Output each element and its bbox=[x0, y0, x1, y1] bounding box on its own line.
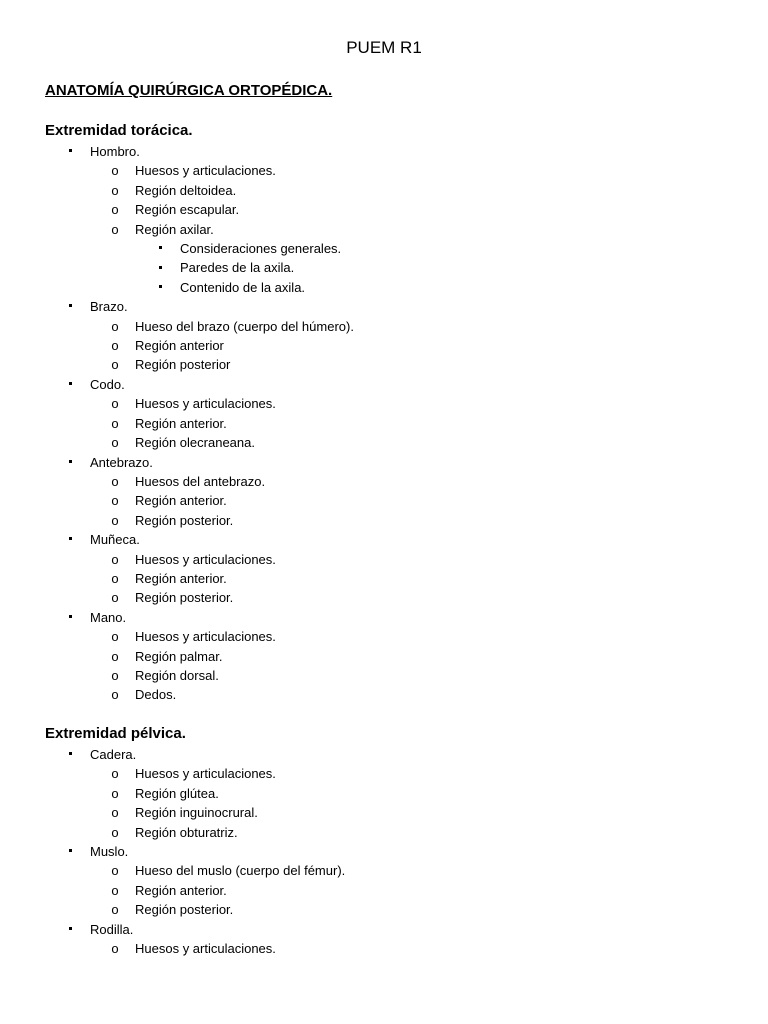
document-title: PUEM R1 bbox=[346, 38, 422, 57]
list-item-level-2 bbox=[45, 588, 745, 607]
list-item-text: Región obturatriz. bbox=[135, 824, 238, 840]
circle-bullet-icon: o bbox=[111, 396, 119, 412]
square-bullet-shape bbox=[69, 537, 72, 540]
list-item-level-2 bbox=[45, 647, 745, 666]
square-bullet-shape bbox=[69, 927, 72, 930]
list-item-level-2 bbox=[45, 881, 745, 900]
circle-bullet-icon: o bbox=[111, 493, 119, 509]
square-bullet-shape bbox=[69, 304, 72, 307]
list-item-level-2 bbox=[45, 550, 745, 569]
list-item-text: Región posterior. bbox=[135, 512, 234, 528]
list-item-level-2 bbox=[45, 433, 745, 452]
list-item-level-2 bbox=[45, 472, 745, 491]
list-item-level-1 bbox=[45, 920, 745, 939]
square-bullet-icon bbox=[64, 842, 76, 861]
square-bullet-icon bbox=[64, 142, 76, 161]
outline-list bbox=[45, 745, 745, 958]
list-item-text: Región glútea. bbox=[135, 785, 219, 801]
square-bullet-icon bbox=[64, 530, 76, 549]
circle-bullet-icon: o bbox=[111, 902, 119, 918]
section-heading: Extremidad torácica. bbox=[45, 122, 193, 139]
list-item-level-2 bbox=[45, 569, 745, 588]
list-item-level-2 bbox=[45, 685, 745, 704]
circle-bullet-icon: o bbox=[111, 512, 119, 528]
square-bullet-shape bbox=[159, 285, 162, 288]
section-heading: Extremidad pélvica. bbox=[45, 725, 186, 742]
list-item-text: Mano. bbox=[90, 609, 127, 625]
list-item-text: Contenido de la axila. bbox=[180, 279, 306, 295]
square-bullet-icon bbox=[154, 278, 166, 297]
list-item-level-2 bbox=[45, 355, 745, 374]
circle-bullet-icon: o bbox=[111, 338, 119, 354]
square-bullet-shape bbox=[69, 460, 72, 463]
square-bullet-icon bbox=[64, 453, 76, 472]
list-item-text: Codo. bbox=[90, 376, 125, 392]
square-bullet-icon bbox=[154, 239, 166, 258]
circle-bullet-icon: o bbox=[111, 182, 119, 198]
square-bullet-shape bbox=[69, 752, 72, 755]
square-bullet-icon bbox=[64, 375, 76, 394]
list-item-level-2 bbox=[45, 336, 745, 355]
list-item-level-1 bbox=[45, 297, 745, 316]
list-item-text: Huesos del antebrazo. bbox=[135, 473, 266, 489]
outline-list bbox=[45, 142, 745, 705]
list-item-text: Región anterior. bbox=[135, 570, 227, 586]
list-item-text: Cadera. bbox=[90, 747, 137, 762]
list-item-text: Región inguinocrural. bbox=[135, 805, 258, 821]
list-item-text: Muñeca. bbox=[90, 532, 140, 548]
square-bullet-icon bbox=[64, 745, 76, 764]
list-item-level-1 bbox=[45, 142, 745, 161]
list-item-level-2 bbox=[45, 181, 745, 200]
circle-bullet-icon: o bbox=[111, 667, 119, 683]
circle-bullet-icon: o bbox=[111, 629, 119, 645]
list-item-text: Huesos y articulaciones. bbox=[135, 396, 276, 412]
list-item-level-1 bbox=[45, 375, 745, 394]
list-item-level-1 bbox=[45, 608, 745, 627]
list-item-text: Hueso del brazo (cuerpo del húmero). bbox=[135, 318, 354, 334]
square-bullet-shape bbox=[69, 849, 72, 852]
circle-bullet-icon: o bbox=[111, 163, 119, 179]
list-item-level-2 bbox=[45, 161, 745, 180]
list-item-text: Región deltoidea. bbox=[135, 182, 237, 198]
list-item-text: Región anterior. bbox=[135, 493, 227, 509]
list-item-level-2 bbox=[45, 491, 745, 510]
list-item-text: Región dorsal. bbox=[135, 667, 219, 683]
list-item-text: Región escapular. bbox=[135, 202, 240, 218]
circle-bullet-icon: o bbox=[111, 941, 119, 957]
list-item-text: Región posterior. bbox=[135, 902, 234, 918]
circle-bullet-icon: o bbox=[111, 221, 119, 237]
list-item-text: Región olecraneana. bbox=[135, 435, 255, 451]
list-item-level-1 bbox=[45, 842, 745, 861]
list-item-text: Región anterior. bbox=[135, 415, 227, 431]
list-item-level-2 bbox=[45, 317, 745, 336]
circle-bullet-icon: o bbox=[111, 590, 119, 606]
circle-bullet-icon: o bbox=[111, 570, 119, 586]
circle-bullet-icon: o bbox=[111, 648, 119, 664]
list-item-text: Región posterior bbox=[135, 357, 231, 373]
list-item-level-2 bbox=[45, 511, 745, 530]
square-bullet-icon bbox=[64, 608, 76, 627]
list-item-text: Dedos. bbox=[135, 687, 177, 703]
circle-bullet-icon: o bbox=[111, 318, 119, 334]
circle-bullet-icon: o bbox=[111, 805, 119, 821]
list-item-level-2 bbox=[45, 414, 745, 433]
circle-bullet-icon: o bbox=[111, 435, 119, 451]
list-item-level-2 bbox=[45, 627, 745, 646]
circle-bullet-icon: o bbox=[111, 473, 119, 489]
list-item-text: Hueso del muslo (cuerpo del fémur). bbox=[135, 863, 346, 879]
list-item-level-2 bbox=[45, 666, 745, 685]
list-item-text: Huesos y articulaciones. bbox=[135, 551, 276, 567]
list-item-text: Región anterior. bbox=[135, 882, 227, 898]
square-bullet-icon bbox=[64, 297, 76, 316]
list-item-text: Huesos y articulaciones. bbox=[135, 766, 276, 782]
square-bullet-shape bbox=[159, 246, 162, 249]
list-item-level-2 bbox=[45, 939, 745, 958]
list-item-text: Consideraciones generales. bbox=[180, 241, 342, 257]
list-item-level-2 bbox=[45, 200, 745, 219]
list-item-level-2 bbox=[45, 394, 745, 413]
list-item-level-1 bbox=[45, 530, 745, 549]
list-item-level-1 bbox=[45, 745, 745, 764]
list-item-text: Antebrazo. bbox=[90, 454, 153, 470]
circle-bullet-icon: o bbox=[111, 357, 119, 373]
list-item-level-2 bbox=[45, 823, 745, 842]
circle-bullet-icon: o bbox=[111, 415, 119, 431]
circle-bullet-icon: o bbox=[111, 824, 119, 840]
list-item-level-2 bbox=[45, 900, 745, 919]
square-bullet-shape bbox=[159, 266, 162, 269]
square-bullet-shape bbox=[69, 615, 72, 618]
section-toracica bbox=[45, 120, 745, 705]
list-item-text: Región palmar. bbox=[135, 648, 223, 664]
list-item-text: Región anterior bbox=[135, 338, 224, 354]
square-bullet-icon bbox=[154, 258, 166, 277]
list-item-level-2 bbox=[45, 764, 745, 783]
circle-bullet-icon: o bbox=[111, 202, 119, 218]
list-item-level-3 bbox=[45, 258, 745, 277]
list-item-level-2 bbox=[45, 803, 745, 822]
list-item-text: Brazo. bbox=[90, 299, 128, 315]
list-item-text: Paredes de la axila. bbox=[180, 260, 295, 276]
list-item-text: Rodilla. bbox=[90, 921, 134, 937]
list-item-text: Huesos y articulaciones. bbox=[135, 163, 276, 179]
list-item-text: Huesos y articulaciones. bbox=[135, 941, 276, 957]
main-heading: ANATOMÍA QUIRÚRGICA ORTOPÉDICA. bbox=[45, 82, 333, 99]
circle-bullet-icon: o bbox=[111, 687, 119, 703]
list-item-level-2 bbox=[45, 784, 745, 803]
list-item-level-2 bbox=[45, 220, 745, 239]
list-item-text: Región axilar. bbox=[135, 221, 214, 237]
list-item-level-1 bbox=[45, 453, 745, 472]
section-pelvica bbox=[45, 723, 745, 958]
list-item-level-2 bbox=[45, 861, 745, 880]
circle-bullet-icon: o bbox=[111, 785, 119, 801]
list-item-text: Huesos y articulaciones. bbox=[135, 629, 276, 645]
list-item-level-3 bbox=[45, 278, 745, 297]
circle-bullet-icon: o bbox=[111, 551, 119, 567]
list-item-text: Región posterior. bbox=[135, 590, 234, 606]
circle-bullet-icon: o bbox=[111, 882, 119, 898]
list-item-level-3 bbox=[45, 239, 745, 258]
list-item-text: Muslo. bbox=[90, 844, 129, 860]
square-bullet-shape bbox=[69, 382, 72, 385]
circle-bullet-icon: o bbox=[111, 863, 119, 879]
square-bullet-icon bbox=[64, 920, 76, 939]
square-bullet-shape bbox=[69, 149, 72, 152]
circle-bullet-icon: o bbox=[111, 766, 119, 782]
list-item-text: Hombro. bbox=[90, 144, 140, 159]
